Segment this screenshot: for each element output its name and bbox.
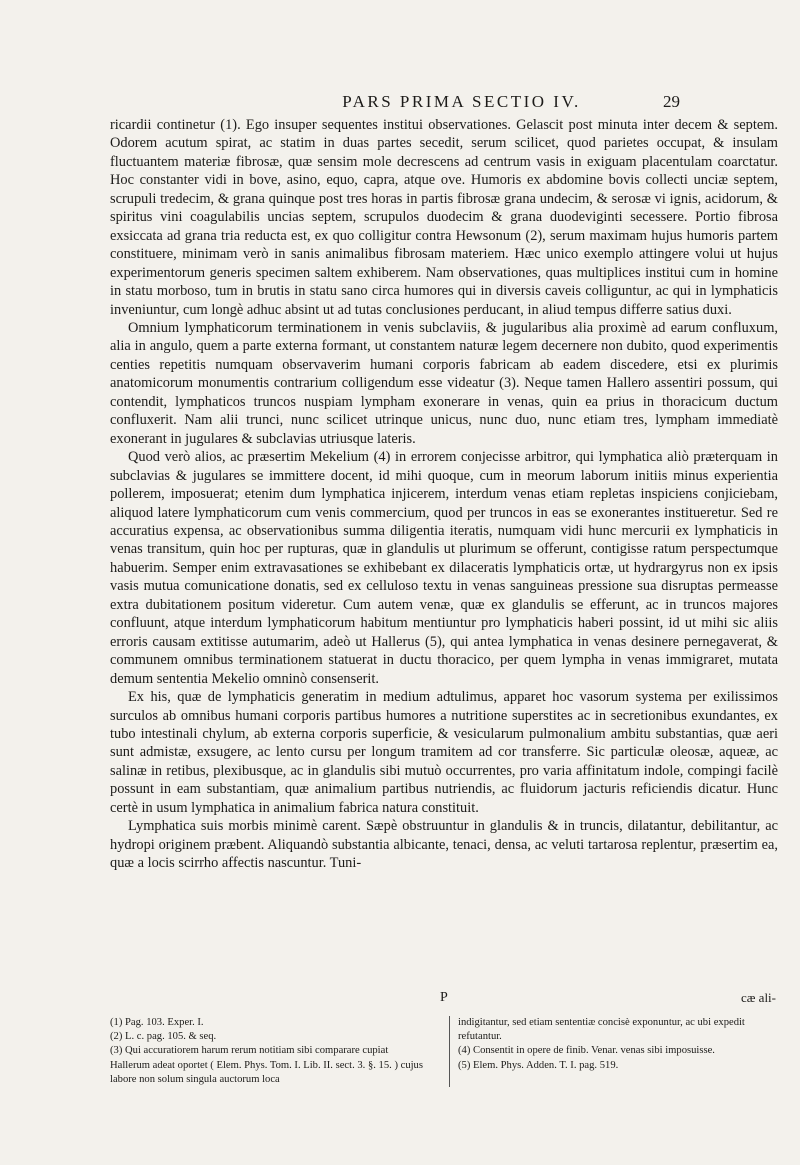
footnotes-left-column — [110, 1016, 428, 1087]
paragraph: ricardii continetur (1). Ego insuper sequentes institui observationes. Gelascit post minuta inter decem & septem. Odorem acutum spirat, ac statim in duas partes secedit, serum scilicet, quod parietes occupat, & insulam fluctuantem materiæ fibrosæ, quæ sensim mole decrescens ad centrum vasis in exiguam placentulam coarctatur. Hoc constanter vidi in bove, asino, equo, capra, atque ove. Humoris ex abdomine bovis collecti unciæ septem, scrupuli tredecim, & grana quinque post tres horas in partis fibrosæ grana undecim, & serosæ vi ignis, acidorum, & spiritus vini coagulabilis uncias septem, scrupulos duodecim & grana duodeviginti secessere. Portio fibrosa exsiccata ad grana tria reducta est, ex quo colligitur contra Hewsonum (2), serum maximam hujus humoris partem constituere, minimam verò in sanis animalibus fibrosam materiem. Hæc unico exemplo attingere volui ut hujus experimentorum generis specimen saltem exhiberem. Nam observationes, quas multiplices institui cum in homine in statu morboso, tum in brutis in statu sano circa humores qui in diversis caveis colliguntur, ac qui in lymphaticis inveniuntur, cum longè adhuc absint ut ad tutas conclusiones perducant, in aliud tempus differre satius duxi. — [110, 117, 778, 318]
footnote: (5) Elem. Phys. Adden. T. I. pag. 519. — [458, 1059, 619, 1071]
signature-line — [110, 990, 778, 1006]
paragraph: Quod verò alios, ac præsertim Mekelium (4) in errorem conjecisse arbitror, qui lymphatica aliò præterquam in subclavias & jugulares se immittere docent, id mihi quoque, cum in meorum laborum initiis minus experientia pollerem, imposuerat; etenim dum lymphatica injicerem, interdum venas etiam repletas inspiciens conjiciebam, aliquod latere lymphaticorum cum venis commercium, quod per truncos in eas se exonerantes institueretur. Sed re accuratius expensa, ac observationibus summa diligentia iteratis, numquam vidi hunc mercurii ex lymphaticis in venas transitum, quin hoc per rupturas, quæ in glandulis ut plurimum se offerunt, contigisse ratum perspectumque habuerim. Semper enim extravasationes se exhibebant ex dilaceratis lymphaticis ortæ, ut hydrargyrus non ex ipsis vasis mutua comunicatione donatis, sed ex celluloso textu in venas sanguineas pressione sua disruptas permeasse extra dubitationem positum videretur. Cum autem venæ, quæ ex glandulis se efferunt, ac in truncos majores confluunt, atque interdum lymphaticorum habitum mentiuntur pro lymphaticis haberi possint, id ut mihi sic aliis erroris causam extitisse autumarim, adeò ut Hallerus (5), qui antea lymphatica in venas desinere pernegaverat, & communem omnibus terminationem statuerat in ductu thoracico, per quem lympha in venas immigraret, mutata demum sententia Mekelio omninò consenserit. — [110, 449, 778, 687]
footnote: (4) Consentit in opere de finib. Venar. venas sibi imposuisse. — [458, 1045, 715, 1057]
footnote: (1) Pag. 103. Exper. I. — [110, 1017, 204, 1028]
paragraph: Ex his, quæ de lymphaticis generatim in medium adtulimus, apparet hoc vasorum systema per exilissimos surculos ab omnibus humani corporis partibus humores a nutritione superstites ac in secretionibus exundantes, ex tubo intestinali chylum, ab externa corporis superficie, & vesicularum pulmonalium ambitu substantias, quæ aeri sunt admistæ, exsugere, ac lento cursu per longum tramitem ad cor transferre. Sic particulæ oleosæ, aqueæ, ac salinæ in retibus, plexibusque, ac in glandulis sibi mutuò occurrentes, pro varia affinitatum indole, compingi facilè possunt in eam substantiam, quæ animalium partibus nutriendis, ac fluidorum jacturis reficiendis dicatur. Hunc certè in usum lymphatica in animalium fabrica natura constituit. — [110, 689, 778, 816]
paragraph: Lymphatica suis morbis minimè carent. Sæpè obstruuntur in glandulis & in truncis, dilatantur, debilitantur, ac hydropi originem præbent. Aliquandò substantia albicante, tenaci, densa, ac veluti tartarosa replentur, præsertim ea, quæ a locis scirrho affectis nascuntur. Tuni- — [110, 818, 778, 872]
main-text — [110, 116, 778, 873]
footnotes-right-column — [449, 1016, 778, 1087]
paragraph: Omnium lymphaticorum terminationem in venis subclaviis, & jugularibus alia proximè ad earum confluxum, alia in angulo, quem a parte externa formant, ut constantem naturæ legem decernere non dubito, quod experimentis centies repetitis numquam observaverim humani corporis fabricam ab eadem discedere, etsi ex plurimis anatomicorum monumentis contrarium colligendum esse videatur (3). Neque tamen Hallero assentiri possum, qui contendit, lymphaticos truncos nuspiam lympham exonerare in venas, quin ea prius in thoracicum ductum confluxerit. Nam alii trunci, nunc scilicet utrinque unicus, nunc duo, nunc etiam tres, lympham immediatè exonerant in jugulares & subclavias utriusque lateris. — [110, 319, 778, 447]
footnote: (2) L. c. pag. 105. & seq. — [110, 1031, 217, 1043]
footnote: (3) Qui accuratiorem harum rerum notitiam sibi comparare cupiat Hallerum adeat oportet ( Elem. Phys. Tom. I. Lib. II. sect. 3. §. 15. ) cujus labore non solum singula auctorum loca — [110, 1045, 423, 1085]
running-head: PARS PRIMA SECTIO IV. — [342, 92, 581, 111]
footnotes — [110, 1016, 778, 1087]
footnote: indigitantur, sed etiam sententiæ concisè exponuntur, ac ubi expedit refutantur. — [458, 1017, 745, 1043]
catchword: cæ ali- — [740, 990, 776, 1005]
signature-mark: P — [440, 990, 448, 1005]
page-header — [110, 92, 680, 112]
page-number: 29 — [663, 92, 680, 111]
